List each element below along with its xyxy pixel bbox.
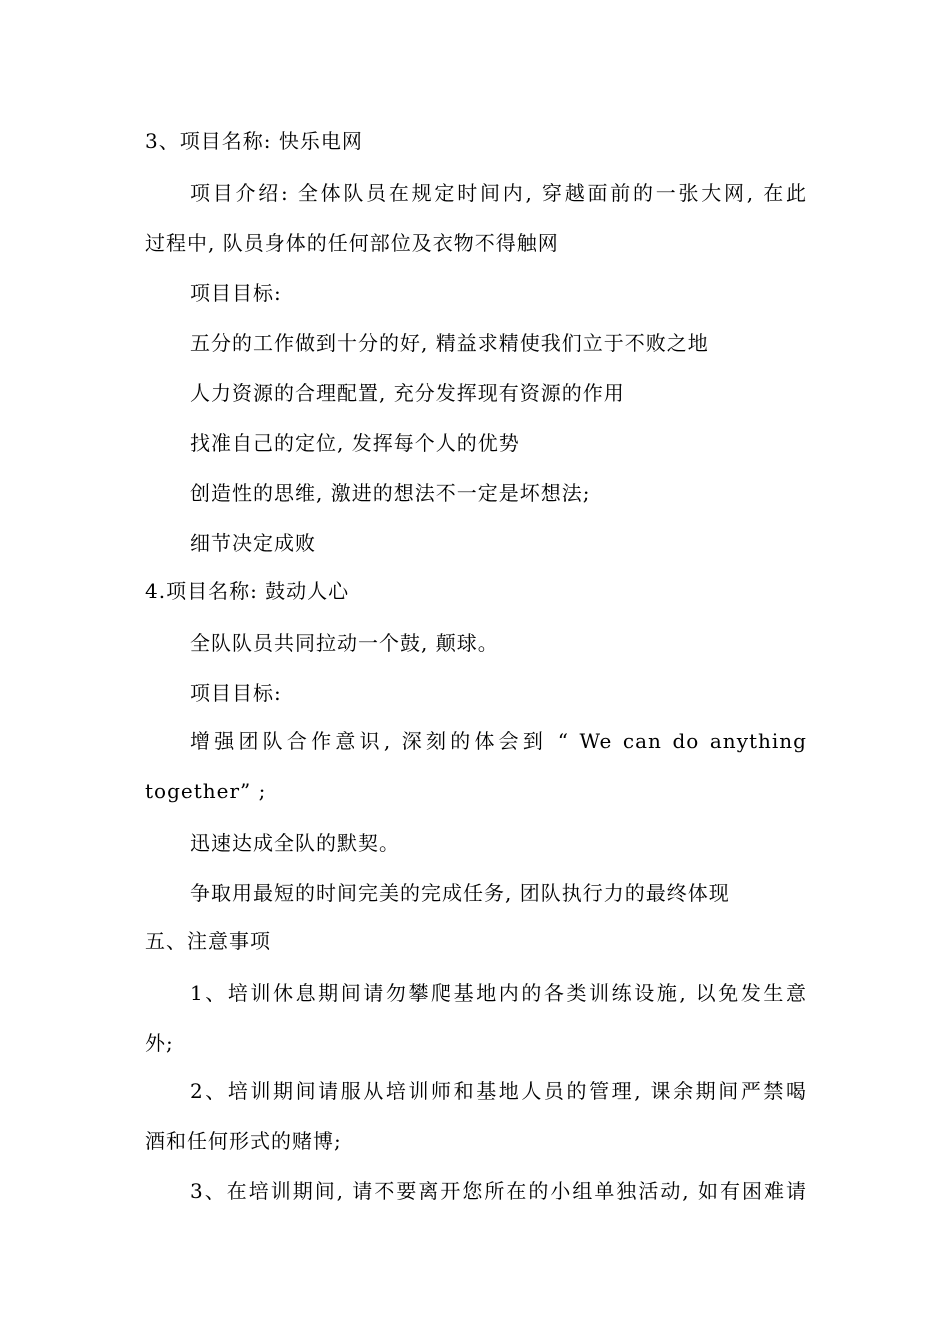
goal-item: 迅速达成全队的默契。 (190, 831, 400, 855)
goal-item: 争取用最短的时间完美的完成任务, 团队执行力的最终体现 (190, 881, 730, 905)
section-heading-project-3: 3、项目名称: 快乐电网 (145, 129, 363, 153)
note-item-line-1: 1、培训休息期间请勿攀爬基地内的各类训练设施, 以免发生意 (190, 981, 807, 1005)
project-goal-label: 项目目标: (190, 681, 282, 705)
section-heading-notes: 五、注意事项 (145, 929, 271, 953)
goal-item-continuation: together” ; (145, 779, 267, 803)
note-item-line-1: 2、培训期间请服从培训师和基地人员的管理, 课余期间严禁喝 (190, 1079, 807, 1103)
project-goal-label: 项目目标: (190, 281, 282, 305)
note-item-line-2: 外; (145, 1031, 174, 1055)
goal-item: 细节决定成败 (190, 531, 316, 555)
goal-item: 五分的工作做到十分的好, 精益求精使我们立于不败之地 (190, 331, 709, 355)
goal-item: 增强团队合作意识, 深刻的体会到 “ We can do anything (190, 729, 807, 753)
section-heading-project-4: 4.项目名称: 鼓动人心 (145, 579, 350, 603)
project-intro-line-1: 项目介绍: 全体队员在规定时间内, 穿越面前的一张大网, 在此 (190, 181, 807, 205)
note-item-line-1: 3、在培训期间, 请不要离开您所在的小组单独活动, 如有困难请 (190, 1179, 807, 1203)
project-description: 全队队员共同拉动一个鼓, 颠球。 (190, 631, 499, 655)
project-intro-line-2: 过程中, 队员身体的任何部位及衣物不得触网 (145, 231, 559, 255)
goal-item: 创造性的思维, 激进的想法不一定是坏想法; (190, 481, 591, 505)
note-item-line-2: 酒和任何形式的赌博; (145, 1129, 342, 1153)
goal-item: 人力资源的合理配置, 充分发挥现有资源的作用 (190, 381, 625, 405)
goal-item: 找准自己的定位, 发挥每个人的优势 (190, 431, 520, 455)
